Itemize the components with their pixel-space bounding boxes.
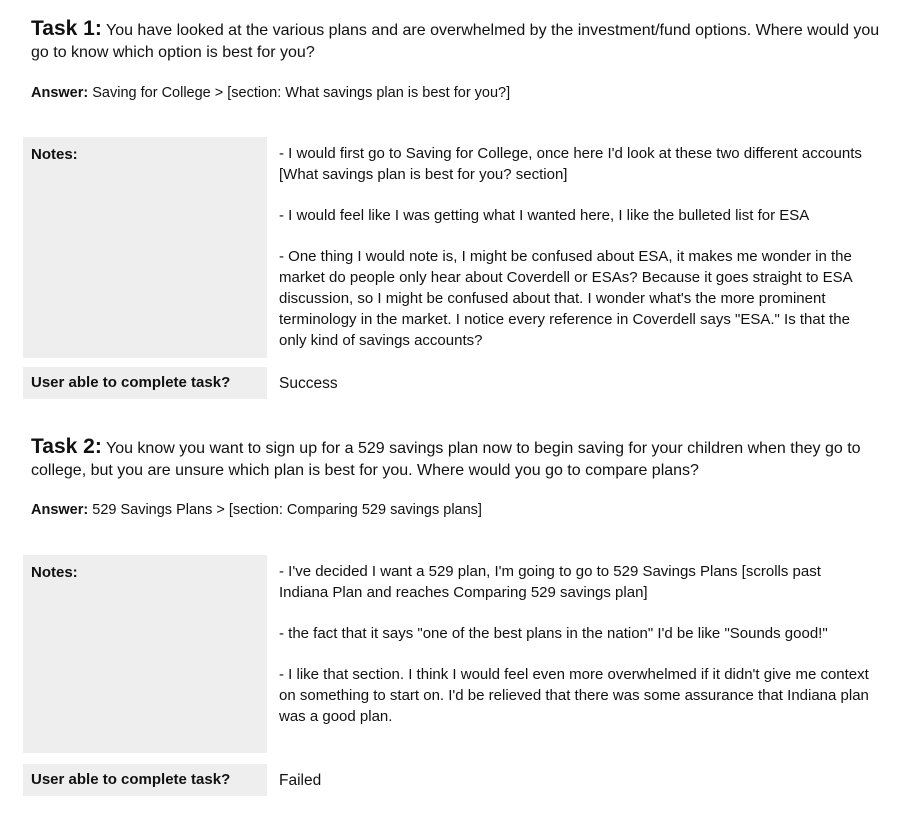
task-1-answer bbox=[31, 83, 881, 103]
task-2-answer-label: Answer: bbox=[31, 502, 89, 518]
task-1-heading bbox=[31, 18, 881, 64]
task-1-note: - I would first go to Saving for College, once here I'd look at these two different accounts [What savings plan is best for you? section] bbox=[279, 145, 862, 183]
task-1-note: - I would feel like I was getting what I wanted here, I like the bulleted list for ESA bbox=[279, 207, 810, 224]
task-2-note: - I've decided I want a 529 plan, I'm going to go to 529 Savings Plans [scrolls past Indiana Plan and reaches Comparing 529 savings plan] bbox=[279, 563, 821, 601]
task-1-answer-label: Answer: bbox=[31, 85, 89, 101]
task-2-note: - I like that section. I think I would feel even more overwhelmed if it didn't give me context on something to start on. I'd be relieved that there was some assurance that Indiana plan was a good plan. bbox=[279, 666, 869, 725]
task-2-answer bbox=[31, 500, 881, 520]
task-1-answer-text: Saving for College > [section: What savings plan is best for you?] bbox=[92, 85, 511, 101]
task-1-notes-label: Notes: bbox=[23, 137, 267, 358]
task-2-heading bbox=[31, 436, 881, 482]
task-1-label: Task 1: bbox=[31, 17, 102, 40]
task-2-notes-label: Notes: bbox=[23, 555, 267, 753]
task-2-prompt: You know you want to sign up for a 529 savings plan now to begin saving for your children when they go to college, but you are unsure which plan is best for you. Where would you go to compare plans? bbox=[31, 440, 861, 479]
task-1-prompt: You have looked at the various plans and are overwhelmed by the investment/fund options. Where would you go to know which option is best for you? bbox=[31, 22, 880, 61]
task-1-status-label: User able to complete task? bbox=[23, 367, 267, 399]
task-2-status-label: User able to complete task? bbox=[23, 764, 267, 796]
task-2-answer-text: 529 Savings Plans > [section: Comparing 529 savings plans] bbox=[92, 502, 482, 518]
task-2-notes bbox=[279, 561, 869, 747]
task-1-note: - One thing I would note is, I might be confused about ESA, it makes me wonder in the market do people only hear about Coverdell or ESAs? Because it goes straight to ESA discussion, so I might be confused about that. I wonder what's the more prominent terminology in the market. I notice every reference in Coverdell says "ESA." Is that the only kind of savings accounts? bbox=[279, 248, 852, 349]
task-1-notes bbox=[279, 143, 869, 371]
task-1-status-value: Success bbox=[279, 375, 338, 392]
task-2-note: - the fact that it says "one of the best plans in the nation" I'd be like "Sounds good!" bbox=[279, 625, 828, 642]
task-2-label: Task 2: bbox=[31, 435, 102, 458]
task-2-status-value: Failed bbox=[279, 772, 322, 789]
